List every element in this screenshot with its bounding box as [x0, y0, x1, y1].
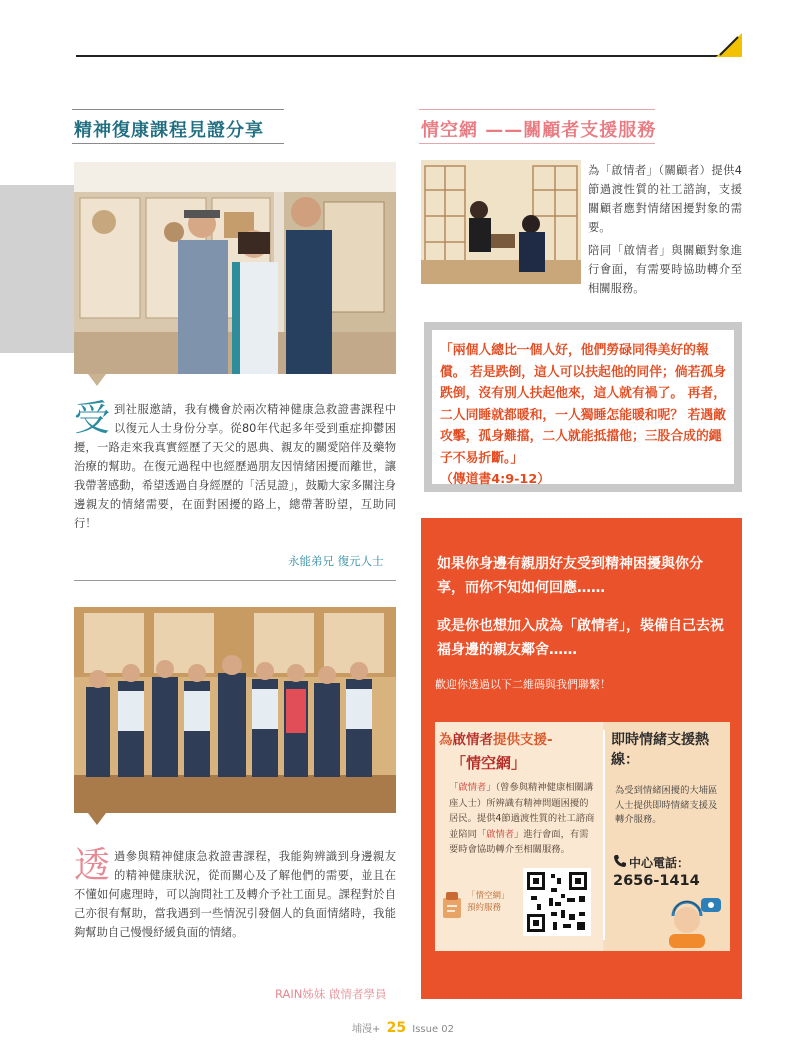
- promo-line-2: 或是你也想加入成為「啟情者」，裝備自己去祝福身邊的親友鄰舍……: [437, 618, 724, 658]
- side-tab: [0, 185, 76, 353]
- section-title-left: 精神復康課程見證分享: [74, 120, 264, 141]
- poster-left-panel: [435, 722, 603, 951]
- photo-gallery-illustration: [74, 162, 396, 374]
- corner-triangle-icon: [716, 33, 742, 57]
- dropcap-2: 透: [74, 845, 111, 886]
- counseling-photo: [421, 160, 581, 284]
- bible-quote-inner: [432, 330, 734, 487]
- promo-invite: 歡迎你透過以下二維碼與我們聯繫！: [435, 678, 611, 691]
- photo-stage-illustration: [74, 607, 396, 813]
- poster-left-body: 「啟情者」（曾參與精神健康相關講座人士）所辨識有精神問題困擾的居民。提供4節過渡性質的社工諮商並陪同「啟情者」進行會面，有需要時會協助轉介至相關服務。: [449, 782, 595, 855]
- page-footer: [352, 1020, 454, 1036]
- hotline-number: 2656-1414: [613, 873, 700, 889]
- photo-counseling-illustration: [421, 160, 581, 284]
- promo-line-1: 如果你身邊有親朋好友受到精神困擾與你分享，而你不知如何回應……: [437, 556, 703, 596]
- bible-quote-text: 「兩個人總比一個人好，他們勞碌同得美好的報償。 若是跌倒，這人可以扶起他的同伴；倘若孤身跌倒，沒有別人扶起他來，這人就有禍了。 再者，二人同睡就都暖和，一人獨睡怎能暖和呢？ 若遇敵攻擊，孤身難擋，二人就能抵擋他；三股合成的繩子不易折斷。」: [440, 343, 726, 466]
- title-rule-top-right: [419, 109, 655, 110]
- header-rule: [76, 55, 742, 57]
- title-rule-bottom-right: [419, 143, 655, 144]
- title-rule-top: [72, 109, 284, 110]
- service-intro-2: 陪同「啟情者」與關顧對象進行會面，有需要時協助轉介至相關服務。: [588, 244, 742, 295]
- signature-1: 永能弟兄 復元人士: [288, 554, 384, 568]
- hotline-label: 中心電話：: [629, 856, 690, 870]
- qr-caption: 「情空網」預約服務: [467, 891, 510, 913]
- booking-illustration-icon: [441, 890, 465, 920]
- testimony-2: [74, 847, 396, 942]
- hotline-description: 為受到情緒困擾的大埔區人士提供即時情緒支援及轉介服務。: [615, 785, 718, 825]
- poster-left-title: 為啟情者提供支援-: [439, 732, 553, 748]
- testimony-1: [74, 400, 396, 533]
- service-intro-1: 為「啟情者」（關顧者）提供4節過渡性質的社工諮詢，支援關顧者應對情緒困擾對象的需要。: [588, 164, 742, 234]
- poster-left-subtitle: 「情空網」: [451, 754, 527, 772]
- photo-notch-2: [88, 813, 106, 825]
- support-agent-icon: [663, 894, 723, 948]
- bible-quote-reference: （傳道書4:9-12）: [440, 472, 551, 487]
- testimony-2-text: 過參與精神健康急救證書課程，我能夠辨識到身邊親友的精神健康狀況，從而關心及了解他們的需要，並且在不懂如何處理時，可以詢問社工及轉介予社工面見。課程對於自己亦很有幫助，當我遇到一些情況引發個人的負面情緒時，我能夠幫助自己慢慢紓緩負面的情緒。: [74, 850, 396, 939]
- footer-brand: 埔漫+: [352, 1024, 381, 1035]
- dropcap-1: 受: [74, 398, 111, 439]
- bible-quote: [440, 340, 728, 491]
- title-rule-bottom: [72, 143, 284, 144]
- page-number: 25: [386, 1020, 407, 1036]
- bible-quote-box: [424, 322, 742, 492]
- service-poster: [435, 722, 730, 951]
- section-title-right: 情空網 ——關顧者支援服務: [421, 120, 657, 141]
- signature-2: RAIN姊妹 啟情者學員: [275, 987, 387, 1001]
- testimony-1-text: 到社服邀請，我有機會於兩次精神健康急救證書課程中以復元人士身份分享。從80年代起多年受到重症抑鬱困擾，一路走來我真實經歷了天父的恩典、親友的關愛陪伴及藥物治療的幫助。在復元過程中也經歷過朋友因情緒困擾而離世，讓我帶著感動，希望透過自身經歷的「活見證」，鼓勵大家多關注身邊親友的情緒需要，在面對困擾的路上，總帶著盼望，互助同行！: [74, 403, 396, 530]
- hotline-title: 即時情緒支援熱線：: [611, 732, 709, 768]
- story-divider: [74, 580, 396, 581]
- qr-code-icon[interactable]: [523, 868, 591, 936]
- promo-panel: [421, 518, 742, 999]
- photo-notch: [88, 374, 106, 386]
- testimony-photo-2: [74, 607, 396, 813]
- testimony-photo-1: [74, 162, 396, 374]
- issue-label: Issue 02: [412, 1024, 455, 1035]
- poster-right-panel: [605, 722, 730, 951]
